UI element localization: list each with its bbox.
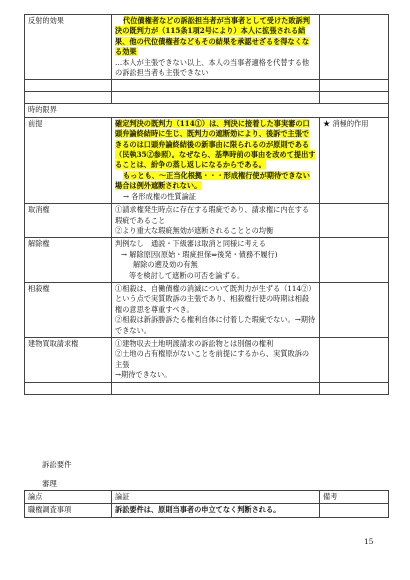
note-tatemono [320, 337, 389, 382]
subsection-title: 審理 [42, 479, 57, 488]
label-tatemono: 建物買取請求権 [25, 337, 112, 382]
row-jitekigenkai [25, 104, 389, 117]
second-table-header [25, 491, 389, 504]
empty-row-1 [25, 80, 389, 92]
second-table [24, 490, 389, 518]
header-ronsho: 論証 [112, 491, 320, 504]
empty-row-3 [25, 382, 389, 394]
note-zentei: ★ 消極的作用 [320, 117, 389, 203]
content-kaijo [112, 238, 320, 283]
note-kaijo [320, 238, 389, 283]
content-tatemono [112, 337, 320, 382]
content-hanshateki [112, 15, 320, 80]
second-table-row [25, 504, 389, 517]
kaijo-line-4: 等を検討して遮断の可否を論ずる。 [129, 270, 245, 280]
note-hanshateki [320, 15, 389, 80]
zentei-arrow-text: → 各形成権の性質論証 [123, 191, 196, 201]
row-hanshateki [25, 15, 389, 80]
note-torikeshi [320, 204, 389, 238]
content-sousai [112, 282, 320, 337]
label-hanshateki: 反射的効果 [25, 15, 112, 80]
sousai-point-1: ①相殺は、自働債権の消滅について既判力が生ずる（114②）という点で実質敗訴の主張であり、相殺権行使の時期は相殺権の意思を尊重すべき。 [115, 283, 316, 314]
torikeshi-point-2: ②より重大な瑕疵無効が遮断されることとの均衡 [115, 225, 274, 235]
kaijo-line-2: → 解除原因(原始・瑕疵担保⇔後発・債務不履行) [121, 249, 278, 259]
label-jitekigenkai: 時的限界 [25, 104, 389, 117]
row-kaijo [25, 238, 389, 283]
section-title: 訴訟要件 [42, 460, 72, 469]
tatemono-point-2: ②土地の占有権原がないことを前提にするから、実質敗訴の主張 [115, 349, 310, 369]
note-shokken [320, 504, 389, 517]
hanshateki-note-text: …本人が主張できない以上、本人の当事者適格を代替する他の訴訟担当者も主張できない [115, 57, 310, 78]
content-zentei [112, 117, 320, 203]
label-kaijo: 解除権 [25, 238, 112, 283]
tatemono-point-1: ①建物収去土地明渡請求の訴訟物とは別個の権利 [115, 338, 274, 348]
sousai-point-2: ②相殺は新訴勝訴たる権利自体に付着した瑕疵でない。→期待できない。 [115, 315, 316, 335]
note-sousai [320, 282, 389, 337]
row-tatemono [25, 337, 389, 382]
kaijo-line-1: 判例なし 通説・下級審は取消と同様に考える [115, 239, 266, 249]
page-number: 15 [364, 537, 374, 546]
header-ronten: 論点 [25, 491, 112, 504]
main-table [24, 14, 389, 395]
zentei-highlight-text: 確定判決の既判力（114①）は、判決に接着した事実審の口頭弁論終結時に生じ、既判力の遮断効により、後訴で主張できるのは口頭弁論終結後の新事由に限られるのが原則である（民執35②参照）。なぜなら、基準時前の事由を改めて提出することは、紛争の蒸し返しになるからである。 [115, 118, 316, 170]
label-sousai: 相殺権 [25, 282, 112, 337]
label-torikeshi: 取消権 [25, 204, 112, 238]
row-torikeshi [25, 204, 389, 238]
row-zentei [25, 117, 389, 203]
zentei-exception-text: もっとも、〜正当化根拠・・・形成権行使が期待できない場合は例外遮断されない。 [115, 170, 310, 191]
torikeshi-point-1: ①請求権発生時点に存在する瑕疵であり、請求権に内在する瑕疵であること [115, 205, 310, 225]
header-biko: 備考 [320, 491, 389, 504]
row-sousai [25, 282, 389, 337]
label-shokken: 職権調査事項 [25, 504, 112, 517]
content-shokken: 訴訟要件は、原則当事者の申立てなく判断される。 [112, 504, 320, 517]
label-zentei: 前提 [25, 117, 112, 203]
hanshateki-highlight-text: 代位債権者などの訴訟担当者が当事者として受けた敗訴判決の既判力が（115条1項2号により）本人に拡張される結果、他の代位債権者などもその結果を承認せざるを得なくなる効果 [115, 16, 310, 57]
empty-row-2 [25, 92, 389, 104]
tatemono-point-3: →期待できない。 [115, 370, 172, 380]
kaijo-line-3: 解除の遡及効の有無 [133, 260, 198, 270]
content-torikeshi [112, 204, 320, 238]
